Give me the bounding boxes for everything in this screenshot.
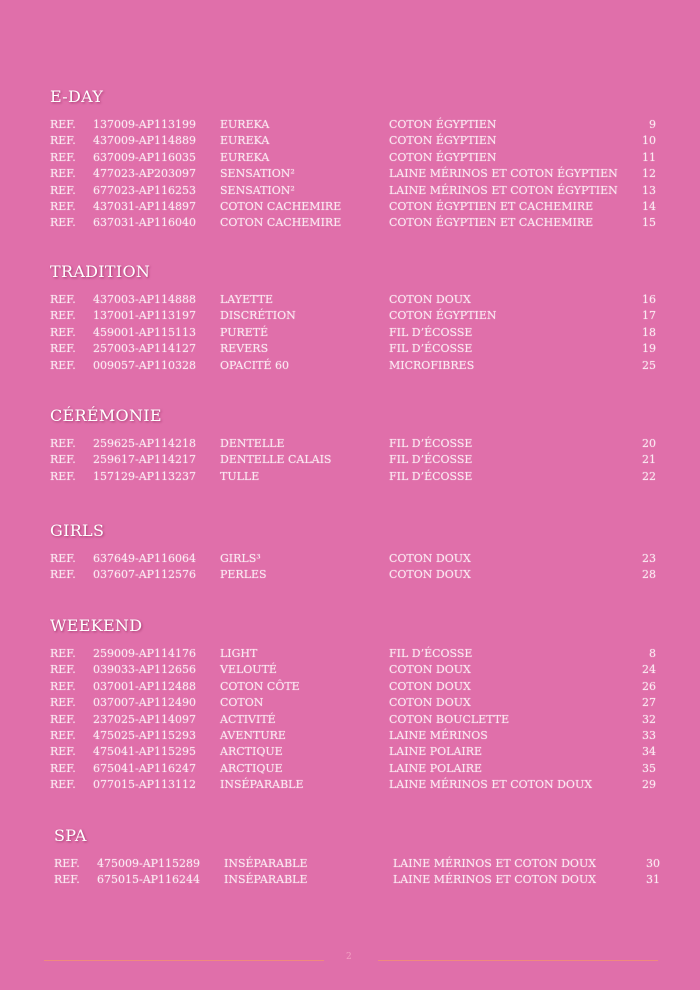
name-cell: INSÉPARABLE xyxy=(220,778,304,792)
name-cell: EUREKA xyxy=(220,134,270,148)
ref-cell: REF. xyxy=(50,437,76,450)
ref-cell: REF. xyxy=(50,199,76,213)
ref-cell: REF. xyxy=(50,696,76,710)
material-cell: FIL D’ÉCOSSE xyxy=(389,453,473,467)
material-cell: COTON DOUX xyxy=(389,293,471,306)
ref-cell: REF. xyxy=(54,857,80,870)
material-cell: LAINE MÉRINOS xyxy=(389,728,488,742)
material-cell: COTON ÉGYPTIEN ET CACHEMIRE xyxy=(389,199,594,213)
ref-cell: REF. xyxy=(50,325,76,339)
section-title: CÉRÉMONIE xyxy=(50,406,162,425)
page-cell: 20 xyxy=(642,437,656,450)
footer-rule-right xyxy=(378,960,658,961)
name-cell: SENSATION² xyxy=(220,167,295,181)
ref-cell: REF. xyxy=(50,342,76,356)
footer-page-mark: 2 xyxy=(346,952,352,962)
page-cell: 23 xyxy=(642,552,656,565)
code-cell: 459001-AP115113 xyxy=(93,325,197,339)
code-cell: 137009-AP113199 xyxy=(93,118,197,131)
name-cell: DENTELLE CALAIS xyxy=(220,453,332,467)
ref-cell: REF. xyxy=(50,453,76,467)
ref-cell: REF. xyxy=(50,728,76,742)
page-cell: 30 xyxy=(646,857,660,870)
code-cell: 437031-AP114897 xyxy=(93,199,197,213)
code-cell: 259625-AP114218 xyxy=(93,437,197,450)
page-cell: 10 xyxy=(642,134,656,148)
material-cell: COTON BOUCLETTE xyxy=(389,712,510,726)
name-cell: EUREKA xyxy=(220,150,270,164)
code-cell: 137001-AP113197 xyxy=(93,309,197,323)
page-cell: 13 xyxy=(642,183,656,197)
code-cell: 475041-AP115295 xyxy=(93,745,197,759)
name-cell: COTON xyxy=(220,696,264,710)
section-title: WEEKEND xyxy=(50,616,143,635)
table-row xyxy=(50,646,660,662)
code-cell: 475025-AP115293 xyxy=(93,728,197,742)
material-cell: FIL D’ÉCOSSE xyxy=(389,342,473,356)
code-cell: 675041-AP116247 xyxy=(93,761,197,775)
material-cell: COTON DOUX xyxy=(389,552,471,565)
name-cell: REVERS xyxy=(220,342,269,356)
table-row xyxy=(50,308,660,324)
table-row xyxy=(50,133,660,149)
code-cell: 037607-AP112576 xyxy=(93,568,197,582)
material-cell: LAINE MÉRINOS ET COTON DOUX xyxy=(393,857,597,870)
table-row xyxy=(50,117,660,133)
code-cell: 039033-AP112656 xyxy=(93,663,197,677)
name-cell: DISCRÉTION xyxy=(220,309,296,323)
ref-cell: REF. xyxy=(50,118,76,131)
ref-cell: REF. xyxy=(50,679,76,693)
page-cell: 25 xyxy=(642,358,656,372)
table-row xyxy=(50,567,660,583)
page-cell: 21 xyxy=(642,453,656,467)
material-cell: COTON ÉGYPTIEN xyxy=(389,150,497,164)
code-cell: 637009-AP116035 xyxy=(93,150,197,164)
table-row xyxy=(50,215,660,231)
page-cell: 12 xyxy=(642,167,656,181)
table-row xyxy=(50,551,660,567)
name-cell: LIGHT xyxy=(220,647,258,660)
section-title: TRADITION xyxy=(50,262,151,281)
table-row xyxy=(50,662,660,678)
name-cell: OPACITÉ 60 xyxy=(220,358,289,372)
ref-cell: REF. xyxy=(50,647,76,660)
name-cell: PERLES xyxy=(220,568,267,582)
name-cell: COTON CACHEMIRE xyxy=(220,216,342,230)
page-cell: 18 xyxy=(642,325,656,339)
material-cell: FIL D’ÉCOSSE xyxy=(389,437,473,450)
code-cell: 257003-AP114127 xyxy=(93,342,197,356)
code-cell: 475009-AP115289 xyxy=(97,857,201,870)
code-cell: 437003-AP114888 xyxy=(93,293,197,306)
table-row xyxy=(54,872,664,888)
name-cell: EUREKA xyxy=(220,118,270,131)
table-row xyxy=(50,199,660,215)
table-row xyxy=(50,183,660,199)
page-cell: 27 xyxy=(642,696,656,710)
code-cell: 477023-AP203097 xyxy=(93,167,197,181)
material-cell: LAINE MÉRINOS ET COTON DOUX xyxy=(393,873,597,887)
section-title: GIRLS xyxy=(50,521,105,540)
ref-cell: REF. xyxy=(50,469,76,483)
page-cell: 24 xyxy=(642,663,656,677)
page-cell: 35 xyxy=(642,761,656,775)
ref-cell: REF. xyxy=(50,183,76,197)
page-cell: 16 xyxy=(642,293,656,306)
name-cell: VELOUTÉ xyxy=(220,663,277,677)
page-cell: 26 xyxy=(642,679,656,693)
section-e-day xyxy=(50,87,660,232)
table-row xyxy=(50,452,660,468)
name-cell: AVENTURE xyxy=(220,728,286,742)
page-cell: 14 xyxy=(642,199,656,213)
code-cell: 677023-AP116253 xyxy=(93,183,197,197)
page-cell: 8 xyxy=(649,647,656,660)
table-row xyxy=(50,292,660,308)
page-cell: 19 xyxy=(642,342,656,356)
table-row xyxy=(50,777,660,793)
code-cell: 009057-AP110328 xyxy=(93,358,197,372)
section-weekend xyxy=(50,616,660,794)
material-cell: LAINE POLAIRE xyxy=(389,761,483,775)
table-row xyxy=(50,325,660,341)
page-cell: 32 xyxy=(642,712,656,726)
table-row xyxy=(50,341,660,357)
name-cell: SENSATION² xyxy=(220,183,295,197)
ref-cell: REF. xyxy=(50,293,76,306)
ref-cell: REF. xyxy=(50,358,76,372)
name-cell: TULLE xyxy=(220,469,260,483)
table-row xyxy=(50,436,660,452)
table-row xyxy=(50,150,660,166)
material-cell: LAINE MÉRINOS ET COTON ÉGYPTIEN xyxy=(389,167,618,181)
section-c-r-monie xyxy=(50,406,660,485)
code-cell: 037001-AP112488 xyxy=(93,679,197,693)
table-row xyxy=(50,744,660,760)
ref-cell: REF. xyxy=(50,552,76,565)
ref-cell: REF. xyxy=(50,761,76,775)
code-cell: 237025-AP114097 xyxy=(93,712,197,726)
ref-cell: REF. xyxy=(50,167,76,181)
material-cell: COTON ÉGYPTIEN xyxy=(389,118,497,131)
section-title: SPA xyxy=(54,826,87,845)
section-title: E-DAY xyxy=(50,87,104,106)
code-cell: 037007-AP112490 xyxy=(93,696,197,710)
page-cell: 34 xyxy=(642,745,656,759)
ref-cell: REF. xyxy=(50,745,76,759)
page-cell: 9 xyxy=(649,118,656,131)
material-cell: COTON ÉGYPTIEN ET CACHEMIRE xyxy=(389,216,594,230)
name-cell: GIRLS³ xyxy=(220,552,261,565)
code-cell: 675015-AP116244 xyxy=(97,873,201,887)
ref-cell: REF. xyxy=(50,150,76,164)
page-cell: 29 xyxy=(642,778,656,792)
material-cell: COTON DOUX xyxy=(389,696,471,710)
name-cell: COTON CACHEMIRE xyxy=(220,199,342,213)
page-cell: 22 xyxy=(642,469,656,483)
page-cell: 15 xyxy=(642,216,656,230)
code-cell: 637649-AP116064 xyxy=(93,552,197,565)
table-row xyxy=(50,728,660,744)
material-cell: COTON DOUX xyxy=(389,663,471,677)
material-cell: LAINE MÉRINOS ET COTON DOUX xyxy=(389,778,593,792)
code-cell: 077015-AP113112 xyxy=(93,778,197,792)
ref-cell: REF. xyxy=(50,309,76,323)
code-cell: 437009-AP114889 xyxy=(93,134,197,148)
ref-cell: REF. xyxy=(50,216,76,230)
material-cell: FIL D’ÉCOSSE xyxy=(389,647,473,660)
table-row xyxy=(50,679,660,695)
ref-cell: REF. xyxy=(54,873,80,887)
material-cell: COTON DOUX xyxy=(389,568,471,582)
page-cell: 17 xyxy=(642,309,656,323)
ref-cell: REF. xyxy=(50,663,76,677)
material-cell: COTON ÉGYPTIEN xyxy=(389,309,497,323)
ref-cell: REF. xyxy=(50,712,76,726)
table-row xyxy=(50,761,660,777)
page-cell: 28 xyxy=(642,568,656,582)
ref-cell: REF. xyxy=(50,778,76,792)
material-cell: COTON DOUX xyxy=(389,679,471,693)
table-row xyxy=(50,469,660,485)
name-cell: COTON CÔTE xyxy=(220,679,300,693)
page-cell: 33 xyxy=(642,728,656,742)
table-row xyxy=(50,358,660,374)
ref-cell: REF. xyxy=(50,134,76,148)
name-cell: DENTELLE xyxy=(220,437,285,450)
material-cell: LAINE MÉRINOS ET COTON ÉGYPTIEN xyxy=(389,183,618,197)
name-cell: ACTIVITÉ xyxy=(220,712,276,726)
table-row xyxy=(50,166,660,182)
page-cell: 31 xyxy=(646,873,660,887)
page-cell: 11 xyxy=(642,150,656,164)
name-cell: INSÉPARABLE xyxy=(224,857,308,870)
section-tradition xyxy=(50,262,660,374)
name-cell: ARCTIQUE xyxy=(220,761,283,775)
name-cell: LAYETTE xyxy=(220,293,274,306)
section-girls xyxy=(50,521,660,584)
footer-rule-left xyxy=(44,960,324,961)
material-cell: FIL D’ÉCOSSE xyxy=(389,325,473,339)
code-cell: 637031-AP116040 xyxy=(93,216,197,230)
name-cell: PURETÉ xyxy=(220,325,269,339)
code-cell: 259009-AP114176 xyxy=(93,647,197,660)
material-cell: LAINE POLAIRE xyxy=(389,745,483,759)
name-cell: ARCTIQUE xyxy=(220,745,283,759)
name-cell: INSÉPARABLE xyxy=(224,873,308,887)
table-row xyxy=(50,712,660,728)
section-spa xyxy=(54,826,664,889)
code-cell: 157129-AP113237 xyxy=(93,469,197,483)
code-cell: 259617-AP114217 xyxy=(93,453,197,467)
table-row xyxy=(54,856,664,872)
material-cell: COTON ÉGYPTIEN xyxy=(389,134,497,148)
material-cell: MICROFIBRES xyxy=(389,358,475,372)
material-cell: FIL D’ÉCOSSE xyxy=(389,469,473,483)
ref-cell: REF. xyxy=(50,568,76,582)
table-row xyxy=(50,695,660,711)
